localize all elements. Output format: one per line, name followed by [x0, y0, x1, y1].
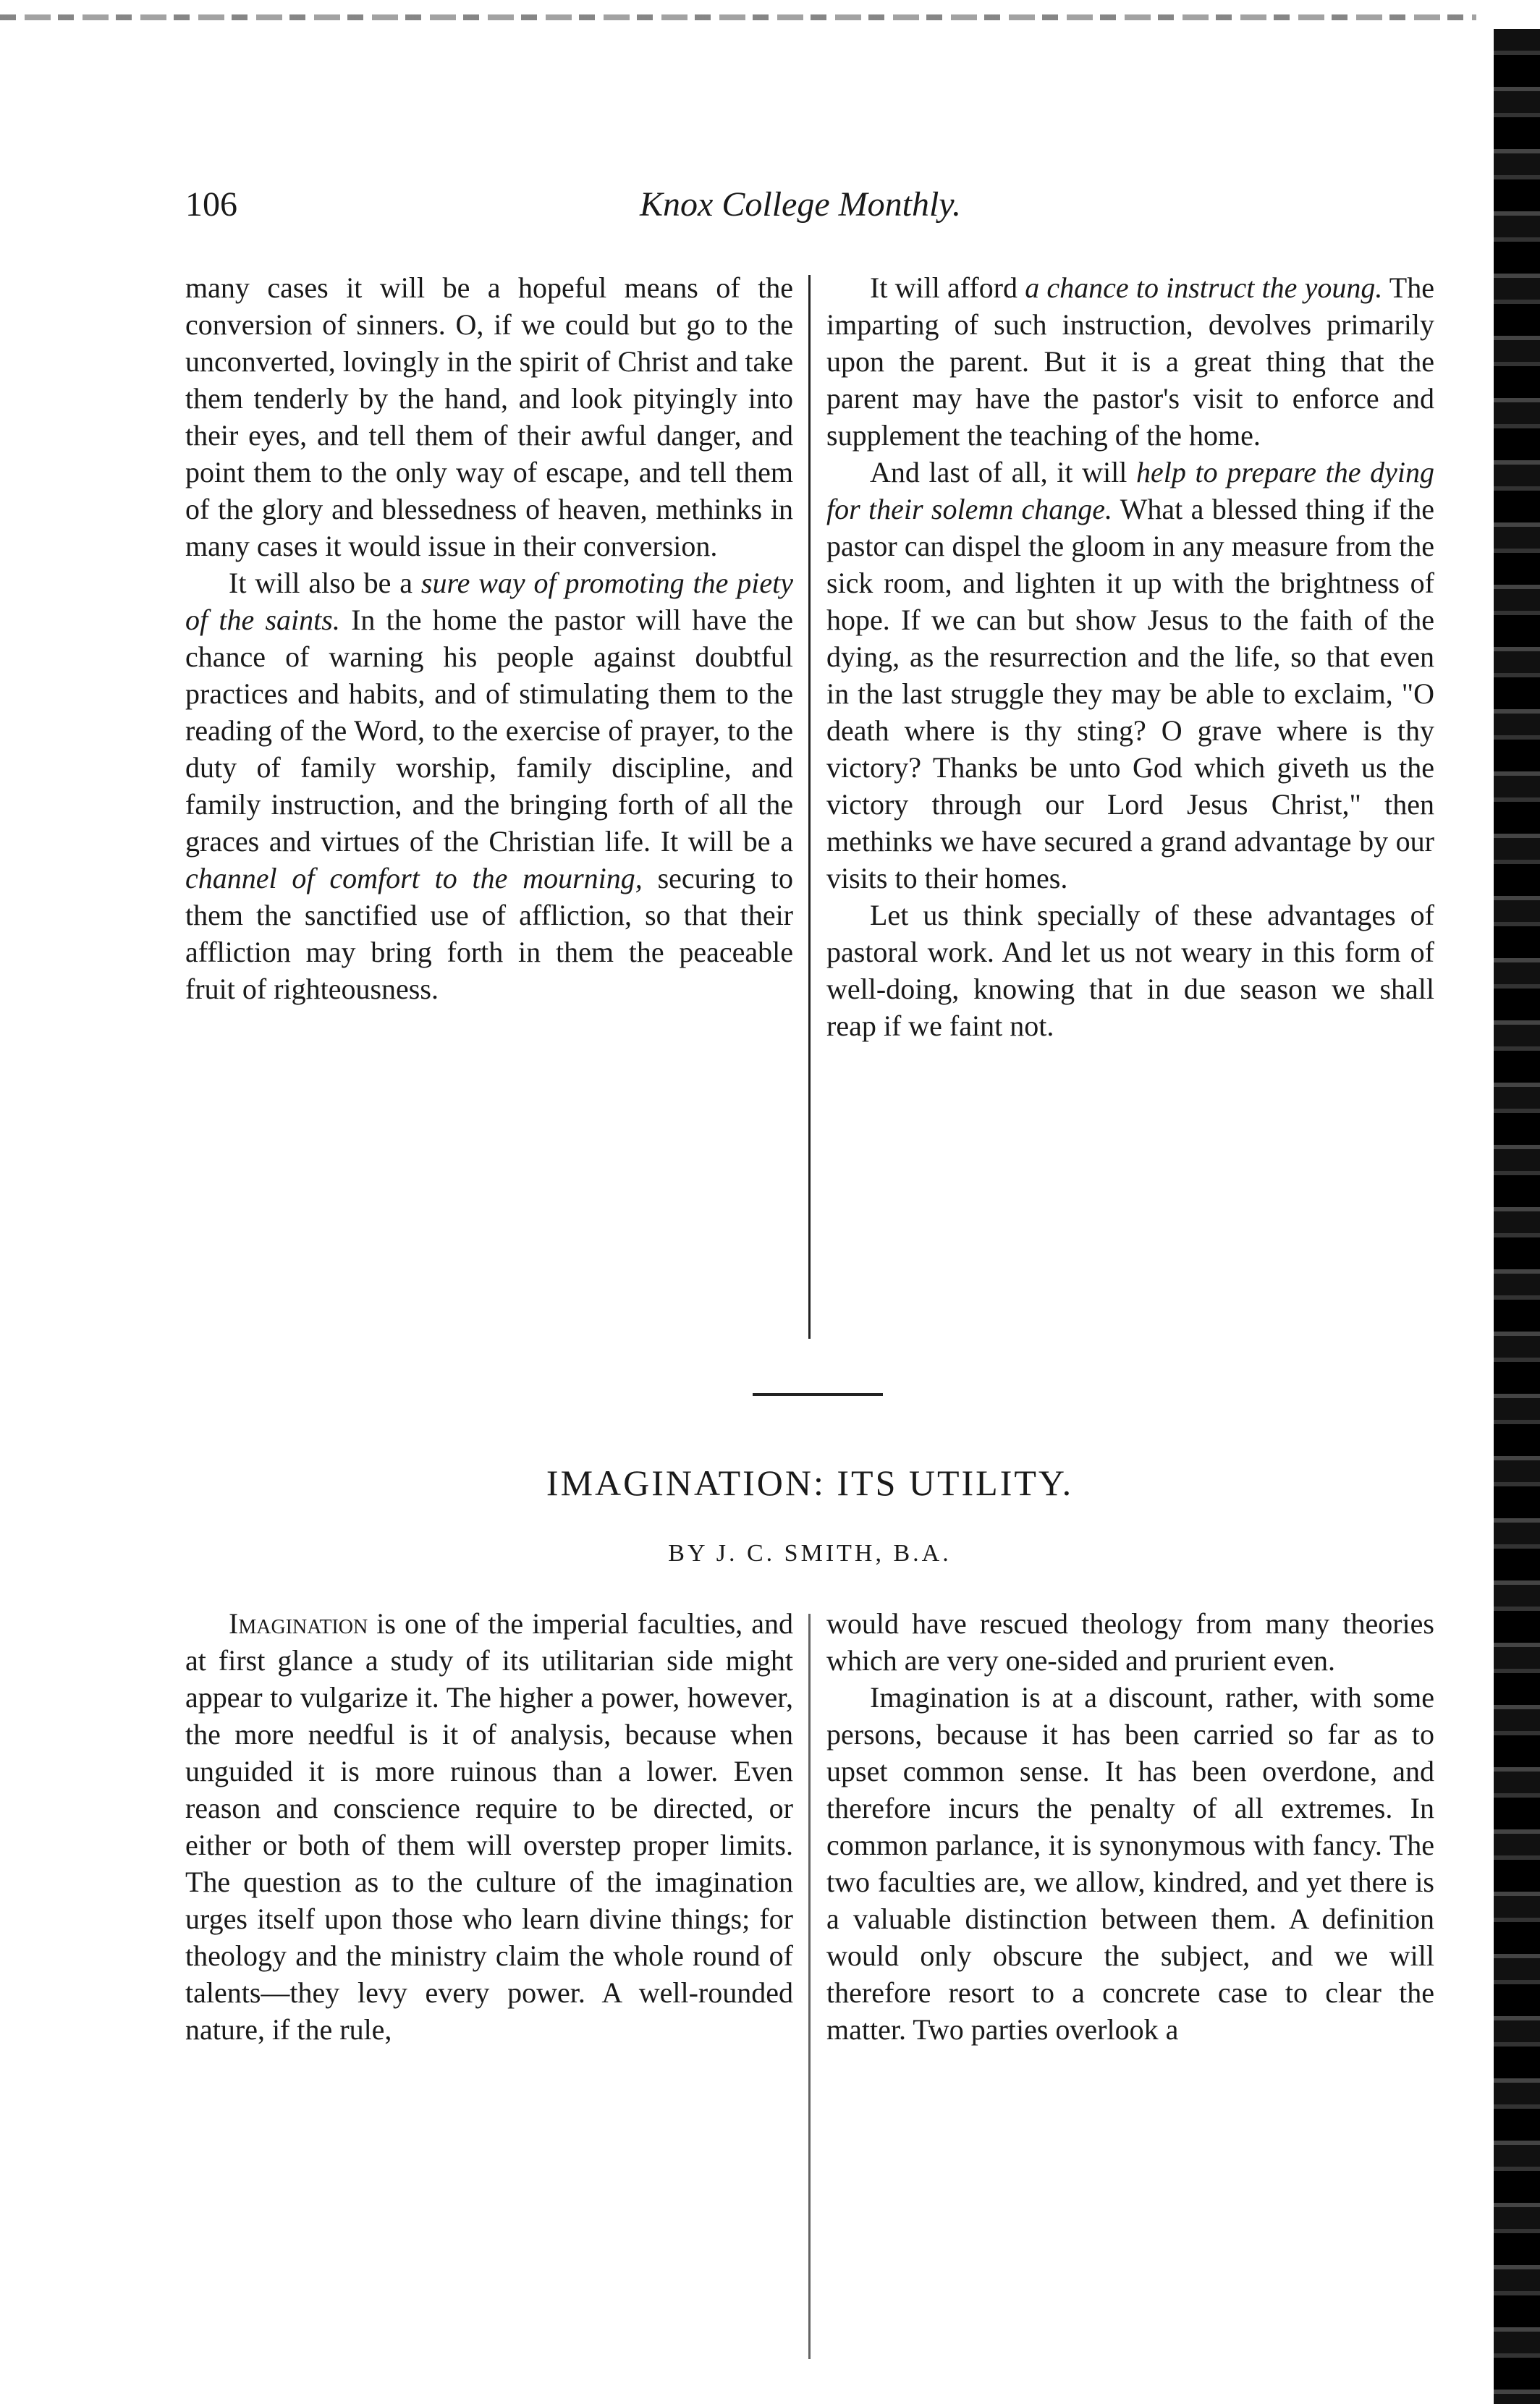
- column-bottom-left: [185, 1605, 793, 2048]
- text-run: What a blessed thing if the pastor can dispel the gloom in any measure from the sick room, and lighten it up with the brightness of hope. If we can but show Jesus to the faith of the dying, as the resurrection and the life, so that even in the last struggle they may be able to exclaim, "O death where is thy sting? O grave where is thy victory? Thanks be unto God which giveth us the victory through our Lord Jesus Christ," then methinks we have secured a grand advantage by our visits to their homes.: [826, 493, 1434, 894]
- section-separator: [753, 1393, 883, 1396]
- emphasis: channel of comfort to the mourning,: [185, 862, 643, 894]
- page-number: 106: [185, 185, 237, 224]
- scan-right-edge: [1494, 29, 1540, 2404]
- paragraph: [185, 564, 793, 1007]
- text-run: is one of the imperial faculties, and at first glance a study of its utilitarian side might appear to vulgarize it. The higher a power, however, the more needful is it of analysis, because when unguided it is more ruinous than a lower. Even reason and conscience require to be directed, or either or both of them will overstep proper limits. The question as to the culture of the imagination urges itself upon those who learn divine things; for theology and the ministry claim the whole round of talents—they levy every power. A well-rounded nature, if the rule,: [185, 1607, 793, 2046]
- paragraph: would have rescued theology from many theories which are very one-sided and prurient even.: [826, 1607, 1434, 1677]
- column-divider: [808, 1614, 811, 2359]
- article-title: IMAGINATION: ITS UTILITY.: [546, 1463, 1074, 1503]
- paragraph: many cases it will be a hopeful means of the conversion of sinners. O, if we could but go to the unconverted, lovingly in the spirit of Christ and take them tenderly by the hand, and look pityingly into their eyes, and tell them of their awful danger, and point them to the only way of escape, and tell them of the glory and blessedness of heaven, methinks in many cases it would issue in their conversion.: [185, 271, 793, 562]
- column-top-right: [826, 269, 1434, 1044]
- text-run: And last of all, it will: [870, 456, 1137, 488]
- column-divider: [808, 275, 811, 1339]
- emphasis: sure way of promoting the piety of the saints.: [185, 567, 793, 636]
- paragraph: Imagination is at a discount, rather, with some persons, because it has been carried so far as to upset common sense. It has been overdone, and therefore incurs the penalty of all extremes. In common parlance, it is synonymous with fancy. The two faculties are, we allow, kindred, and yet there is a valuable distinction between them. A definition would only obscure the subject, and we will therefore resort to a concrete case to clear the matter. Two parties overlook a: [826, 1681, 1434, 2046]
- page-header: [185, 185, 1416, 242]
- running-title: Knox College Monthly.: [640, 185, 961, 224]
- column-bottom-right: [826, 1605, 1434, 2048]
- scan-top-edge: [0, 14, 1476, 20]
- text-run: The imparting of such instruction, devolves primarily upon the parent. But it is a great thing that the parent may have the pastor's visit to enforce and supplement the teaching of the home.: [826, 271, 1434, 452]
- column-top-left: [185, 269, 793, 1007]
- text-run: It will also be a: [229, 567, 421, 599]
- lead-word: Imagination: [229, 1607, 368, 1640]
- paragraph: [826, 454, 1434, 897]
- text-run: It will afford: [870, 271, 1025, 304]
- emphasis: a chance to instruct the young.: [1025, 271, 1383, 304]
- paragraph: [826, 269, 1434, 454]
- paragraph: Let us think specially of these advantages of pastoral work. And let us not weary in this form of well-doing, knowing that in due season we shall reap if we faint not.: [826, 899, 1434, 1042]
- paragraph: [185, 1605, 793, 2048]
- emphasis: help to prepare the dying for their solemn change.: [826, 456, 1435, 525]
- text-run: In the home the pastor will have the chance of warning his people against doubtful practices and habits, and of stimulating them to the reading of the Word, to the exercise of prayer, to the duty of family worship, family discipline, and family instruction, and the bringing forth of all the graces and virtues of the Christian life. It will be a: [185, 604, 794, 858]
- article-byline: BY J. C. SMITH, B.A.: [668, 1540, 952, 1567]
- text-run: securing to them the sanctified use of affliction, so that their affliction may bring forth in them the peaceable fruit of righteousness.: [185, 862, 794, 1005]
